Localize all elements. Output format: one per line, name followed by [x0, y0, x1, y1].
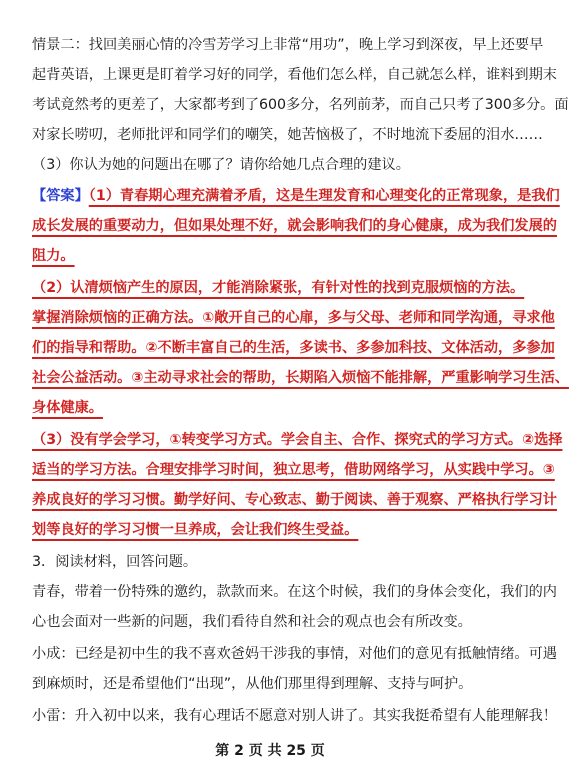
answer-text: 养成良好的学习习惯。勤学好问、专心致志、勤于阅读、善于观察、严格执行学习计	[32, 492, 557, 508]
answer-tag: 【答案】	[32, 188, 89, 204]
answer-text: 社会公益活动。③主动寻求社会的帮助，长期陷入烦恼不能排解，严重影响学习生活、	[32, 370, 569, 386]
page-number-footer: 第 2 页 共 25 页	[215, 743, 325, 759]
answer-text: 划等良好的学习习惯一旦养成，会让我们终生受益。	[32, 522, 359, 538]
answer-line	[32, 520, 512, 540]
answer-line	[32, 430, 563, 450]
scenario-line: 对家长唠叨，老师批评和同学们的嘲笑，她苦恼极了，不时地流下委屈的泪水……	[32, 127, 543, 143]
answer-line	[32, 278, 525, 298]
answer-line	[32, 398, 512, 418]
question-line: （3）你认为她的问题出在哪了？请你给她几点合理的建议。	[32, 157, 410, 173]
answer-line	[32, 186, 560, 206]
answer-text: （1）青春期心理充满着矛盾，这是生理发育和心理变化的正常现象，是我们	[88, 188, 560, 204]
answer-line	[32, 216, 557, 236]
material-line: 小成：已经是初中生的我不喜欢爸妈干涉我的事情，对他们的意见有抵触情绪。可遇	[32, 646, 557, 662]
answer-text: 掌握消除烦恼的正确方法。①敞开自己的心扉，多与父母、老师和同学沟通，寻求他	[32, 310, 555, 326]
answer-text: （3）没有学会学习，①转变学习方式。学会自主、合作、探究式的学习方式。②选择	[32, 432, 563, 448]
scenario-line: 情景二：找回美丽心情的冷雪芳学习上非常“用功”，晚上学习到深夜，早上还要早	[32, 37, 544, 53]
answer-text: 们的指导和帮助。②不断丰富自己的生活，多读书、多参加科技、文体活动，多参加	[32, 340, 555, 356]
answer-text: （2）认清烦恼产生的原因，才能消除紧张，有针对性的找到克服烦恼的方法。	[32, 280, 525, 296]
answer-line	[32, 460, 555, 480]
material-line: 心也会面对一些新的问题，我们看待自然和社会的观点也会有所改变。	[32, 614, 472, 630]
answer-text: 适当的学习方法。合理安排学习时间，独立思考，借助网络学习，从实践中学习。③	[32, 462, 555, 478]
answer-text: 成长发展的重要动力，但如果处理不好，就会影响我们的身心健康，成为我们发展的	[32, 218, 557, 234]
material-line: 青春，带着一份特殊的邀约，款款而来。在这个时候，我们的身体会变化，我们的内	[32, 584, 557, 600]
material-line: 小雷：升入初中以来，我有心理话不愿意对别人讲了。其实我挺希望有人能理解我！	[32, 708, 557, 724]
answer-line	[32, 490, 557, 510]
answer-line	[32, 368, 569, 388]
scenario-line: 起背英语，上课更是盯着学习好的同学，看他们怎么样，自己就怎么样，谁料到期末	[32, 67, 557, 83]
scenario-line: 考试竟然考的更差了，大家都考到了600多分，名列前茅，而自己只考了300多分。面	[32, 97, 569, 113]
material-line: 到麻烦时，还是希望他们“出现”，从他们那里得到理解、支持与呵护。	[32, 676, 473, 692]
answer-line	[32, 338, 555, 358]
answer-line	[32, 246, 512, 266]
answer-text: 阻力。	[32, 248, 75, 264]
answer-line	[32, 308, 555, 328]
answer-text: 身体健康。	[32, 400, 103, 416]
question-heading: 3．阅读材料，回答问题。	[32, 554, 198, 570]
